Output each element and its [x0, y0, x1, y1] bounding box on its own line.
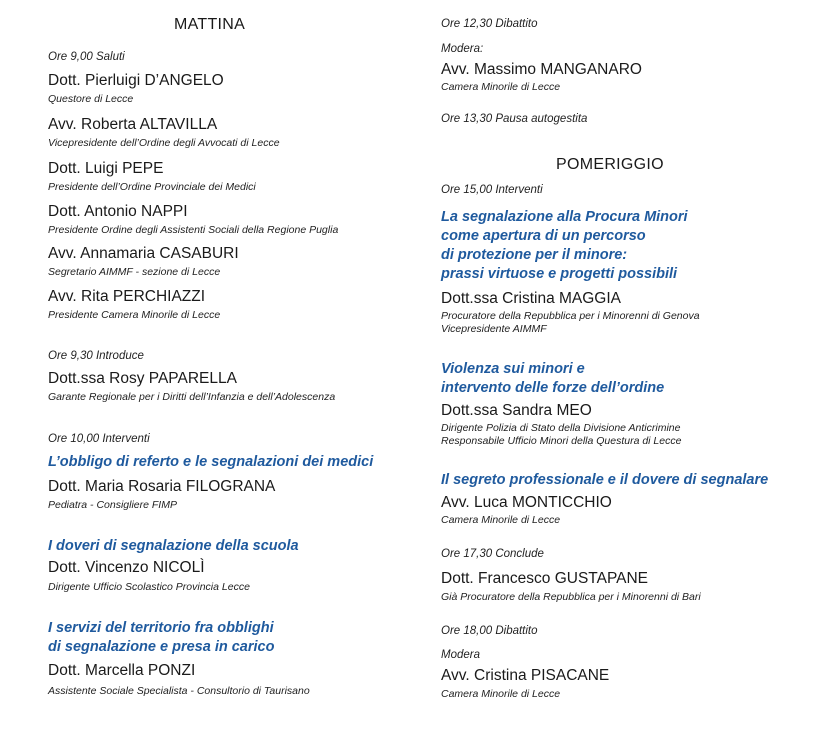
speaker-name: Dott. Pierluigi D’ANGELO — [48, 72, 224, 89]
speaker-name: Avv. Cristina PISACANE — [441, 667, 610, 684]
speaker-name: Dott. Luigi PEPE — [48, 160, 164, 177]
speaker-role: Dirigente Ufficio Scolastico Provincia Lecce — [48, 581, 250, 593]
time-slot: Ore 13,30 Pausa autogestita — [441, 113, 588, 125]
speaker-role: Vicepresidente dell’Ordine degli Avvocati di Lecce — [48, 137, 280, 149]
section-heading-morning: MATTINA — [174, 16, 246, 33]
talk-topic: L’obbligo di referto e le segnalazioni dei medici — [48, 454, 374, 470]
speaker-role-line: Procuratore della Repubblica per i Minorenni di Genova — [441, 310, 700, 322]
speaker-name: Dott. Antonio NAPPI — [48, 203, 188, 220]
speaker-role: Pediatra - Consigliere FIMP — [48, 499, 177, 511]
speaker-name: Avv. Luca MONTICCHIO — [441, 494, 612, 511]
time-slot: Ore 17,30 Conclude — [441, 548, 544, 560]
speaker-role: Camera Minorile di Lecce — [441, 81, 561, 93]
time-slot: Ore 18,00 Dibattito — [441, 625, 538, 637]
speaker-role: Presidente dell’Ordine Provinciale dei Medici — [48, 181, 256, 193]
time-slot: Ore 12,30 Dibattito — [441, 18, 538, 30]
section-heading-afternoon: POMERIGGIO — [556, 156, 664, 173]
speaker-role: Camera Minorile di Lecce — [441, 514, 561, 526]
speaker-role: Camera Minorile di Lecce — [441, 688, 561, 700]
talk-topic-line: prassi virtuose e progetti possibili — [441, 266, 678, 282]
talk-topic-line: intervento delle forze dell’ordine — [441, 380, 665, 396]
talk-topic-line: I servizi del territorio fra obblighi — [48, 620, 274, 636]
speaker-name: Dott.ssa Sandra MEO — [441, 402, 592, 419]
speaker-role: Garante Regionale per i Diritti dell’Infanzia e dell’Adolescenza — [48, 391, 336, 403]
talk-topic: Il segreto professionale e il dovere di segnalare — [441, 472, 769, 488]
speaker-name: Avv. Roberta ALTAVILLA — [48, 116, 218, 133]
speaker-role: Presidente Ordine degli Assistenti Sociali della Regione Puglia — [48, 224, 339, 236]
speaker-name: Avv. Annamaria CASABURI — [48, 245, 239, 262]
speaker-role-line: Responsabile Ufficio Minori della Questura di Lecce — [441, 435, 682, 447]
speaker-role: Assistente Sociale Specialista - Consultorio di Taurisano — [48, 685, 310, 697]
moderator-label: Modera: — [441, 43, 484, 55]
speaker-role-line: Dirigente Polizia di Stato della Divisione Anticrimine — [441, 422, 681, 434]
talk-topic — [441, 208, 688, 284]
talk-topic: I doveri di segnalazione della scuola — [48, 538, 299, 554]
speaker-name: Dott.ssa Cristina MAGGIA — [441, 290, 622, 307]
talk-topic — [441, 360, 664, 398]
time-slot: Ore 15,00 Interventi — [441, 184, 543, 196]
time-slot: Ore 10,00 Interventi — [48, 433, 150, 445]
speaker-role — [441, 422, 681, 448]
speaker-name: Avv. Massimo MANGANARO — [441, 61, 642, 78]
speaker-name: Dott. Maria Rosaria FILOGRANA — [48, 478, 276, 495]
speaker-name: Dott. Marcella PONZI — [48, 662, 196, 679]
speaker-role: Questore di Lecce — [48, 93, 134, 105]
time-slot: Ore 9,30 Introduce — [48, 350, 144, 362]
talk-topic-line: di protezione per il minore: — [441, 247, 628, 263]
speaker-role: Segretario AIMMF - sezione di Lecce — [48, 266, 221, 278]
talk-topic-line: Violenza sui minori e — [441, 361, 585, 377]
speaker-name: Dott. Vincenzo NICOLÌ — [48, 559, 205, 576]
speaker-role: Già Procuratore della Repubblica per i Minorenni di Bari — [441, 591, 701, 603]
moderator-label: Modera — [441, 649, 480, 661]
speaker-role — [441, 310, 700, 336]
speaker-name: Dott.ssa Rosy PAPARELLA — [48, 370, 237, 387]
time-slot: Ore 9,00 Saluti — [48, 51, 125, 63]
speaker-name: Dott. Francesco GUSTAPANE — [441, 570, 649, 587]
speaker-name: Avv. Rita PERCHIAZZI — [48, 288, 206, 305]
speaker-role-line: Vicepresidente AIMMF — [441, 323, 547, 335]
talk-topic-line: come apertura di un percorso — [441, 228, 646, 244]
talk-topic-line: di segnalazione e presa in carico — [48, 639, 275, 655]
talk-topic-line: La segnalazione alla Procura Minori — [441, 209, 688, 225]
speaker-role: Presidente Camera Minorile di Lecce — [48, 309, 221, 321]
talk-topic — [48, 619, 274, 657]
